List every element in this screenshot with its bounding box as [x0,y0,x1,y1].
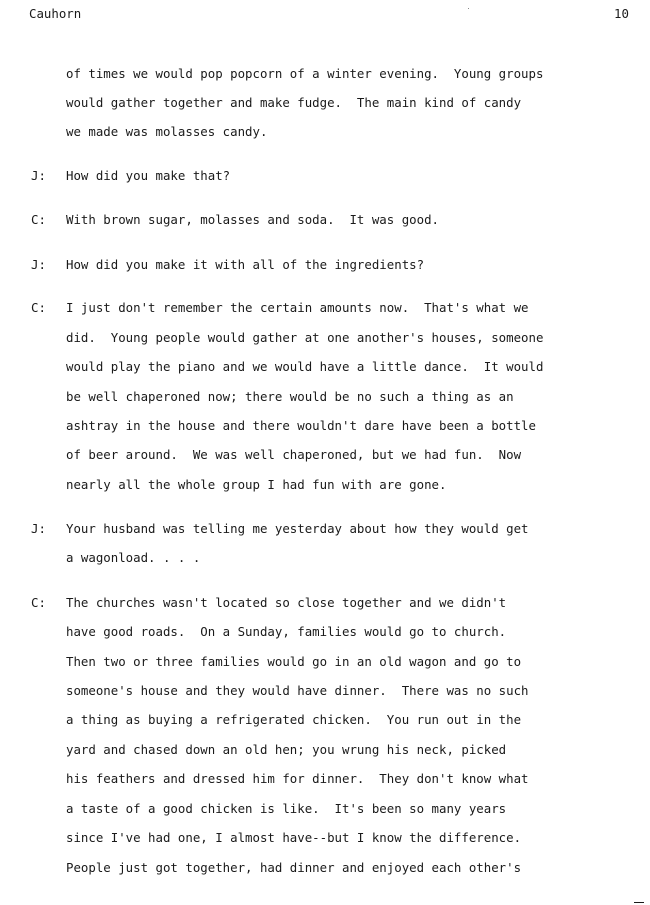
text-line: of beer around. We was well chaperoned, but we had fun. Now [66,447,522,462]
scan-speck [468,8,469,9]
text-line: yard and chased down an old hen; you wrung his neck, picked [66,742,507,757]
text-line: a taste of a good chicken is like. It's been so many years [66,801,507,816]
text-line: People just got together, had dinner and enjoyed each other's [66,860,522,875]
text-line: How did you make that? [66,168,231,183]
speaker-label: C: [31,300,46,315]
scan-mark [634,902,644,903]
text-line: With brown sugar, molasses and soda. It was good. [66,212,439,227]
text-line: have good roads. On a Sunday, families would go to church. [66,624,507,639]
text-line: Then two or three families would go in an old wagon and go to [66,654,522,669]
header-name: Cauhorn [29,6,82,21]
text-line: someone's house and they would have dinner. There was no such [66,683,529,698]
text-line: How did you make it with all of the ingredients? [66,257,425,272]
speaker-label: J: [31,168,46,183]
text-line: his feathers and dressed him for dinner. They don't know what [66,771,529,786]
text-line: The churches wasn't located so close together and we didn't [66,595,507,610]
page-number: 10 [614,6,629,21]
speaker-label: J: [31,521,46,536]
text-line: nearly all the whole group I had fun with are gone. [66,477,447,492]
text-line: be well chaperoned now; there would be no such a thing as an [66,389,514,404]
speaker-label: C: [31,212,46,227]
text-line: Your husband was telling me yesterday about how they would get [66,521,529,536]
text-line: of times we would pop popcorn of a winter evening. Young groups [66,66,544,81]
text-line: we made was molasses candy. [66,124,268,139]
speaker-label: C: [31,595,46,610]
speaker-label: J: [31,257,46,272]
text-line: since I've had one, I almost have--but I know the difference. [66,830,522,845]
text-line: a thing as buying a refrigerated chicken. You run out in the [66,712,522,727]
text-line: ashtray in the house and there wouldn't dare have been a bottle [66,418,536,433]
text-line: a wagonload. . . . [66,550,201,565]
text-line: I just don't remember the certain amounts now. That's what we [66,300,529,315]
text-line: would play the piano and we would have a little dance. It would [66,359,544,374]
text-line: would gather together and make fudge. The main kind of candy [66,95,522,110]
text-line: did. Young people would gather at one another's houses, someone [66,330,544,345]
